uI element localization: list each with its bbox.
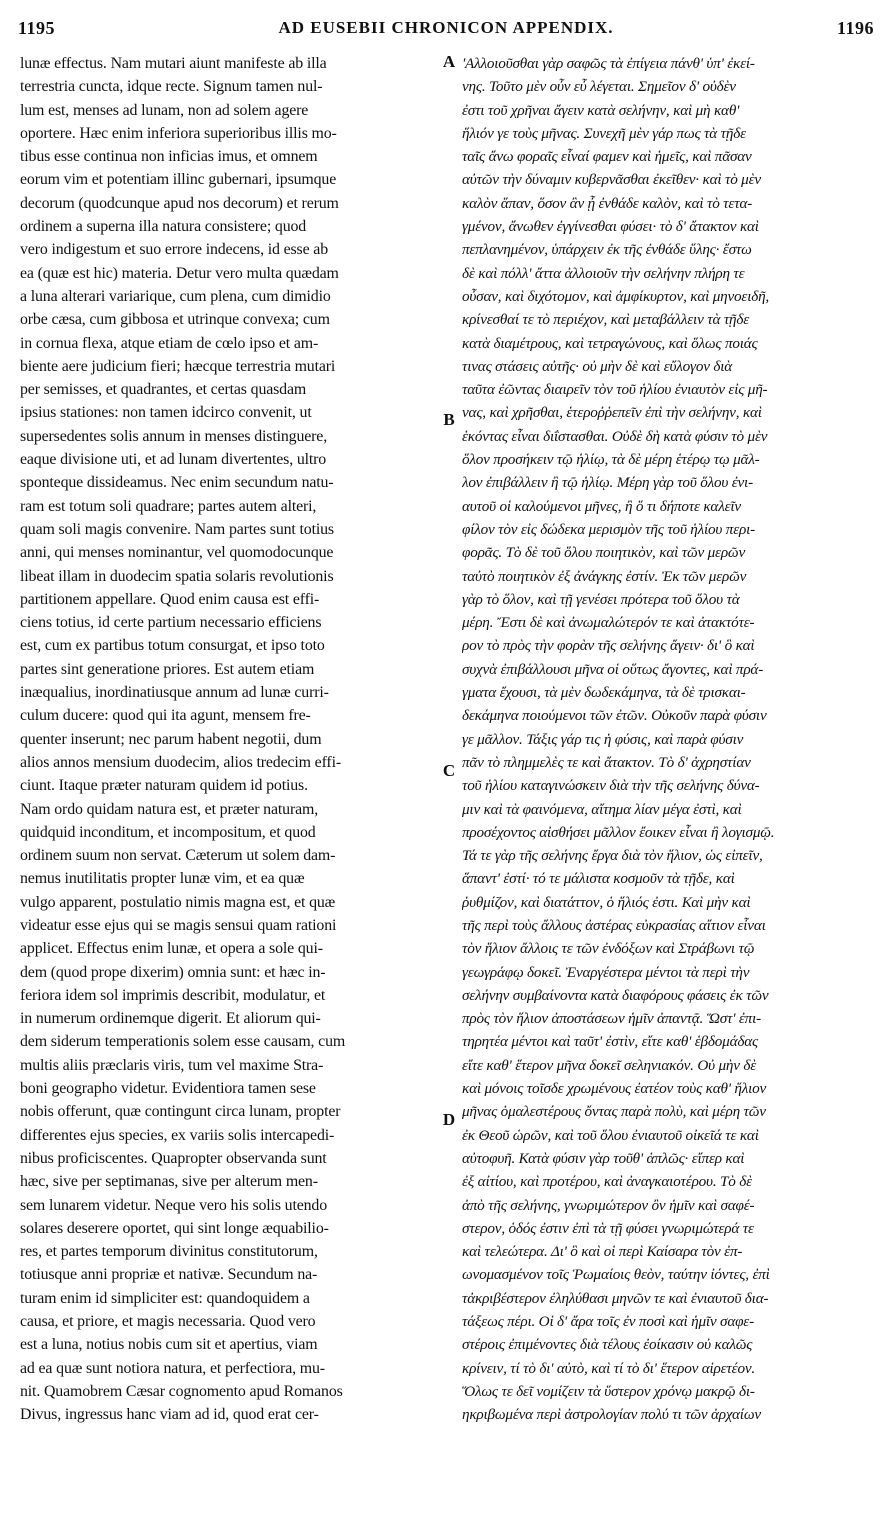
greek-text-line: ταὐτὸ ποιητικὸν ἐξ ἀνάγκης ἐστίν. Ἐκ τῶν μερῶν <box>462 567 747 585</box>
latin-text-line: libeat illam in duodecim spatia solaris revolutionis <box>20 567 334 585</box>
greek-text-line: ἑκόντας εἶναι διΐστασθαι. Οὐδὲ δὴ κατὰ φύσιν τὸ μὲν <box>462 427 768 445</box>
greek-text-line: αὐτοφυῆ. Κατὰ φύσιν γὰρ τοῦθ' ἁπλῶς· εἴπερ καὶ <box>462 1149 745 1167</box>
latin-text-line: ea (quæ est hic) materia. Detur vero multa quædam <box>20 264 339 282</box>
latin-text-line: solares deserere oportet, qui sint longe æquabilio- <box>20 1219 329 1237</box>
latin-text-line: sponteque dissideamus. Nec enim secundum natu- <box>20 474 334 492</box>
page-number-right: 1196 <box>836 18 874 38</box>
greek-text-line: ρον τὸ πρὸς τὴν φορὰν τῆς σελήνης ἄγειν· δι' ὃ καὶ <box>462 637 755 655</box>
latin-text-line: in numerum ordinemque digerit. Et aliorum qui- <box>20 1010 321 1028</box>
latin-text-line: hæc, sive per septimanas, sive per alterum men- <box>20 1173 318 1191</box>
greek-text-line: δὲ καὶ πόλλ' ἄττα ἀλλοιοῦν τὴν σελήνην πλήρη τε <box>462 264 745 282</box>
greek-text-line: στερον, ὁδός ἐστιν ἐπὶ τὰ τῇ φύσει γνωριμώτερά τε <box>462 1219 754 1237</box>
greek-text-line: αὐτῶν τὴν δύναμιν κυβερνᾶσθαι ἐκεῖθεν· καὶ τὸ μὲν <box>462 171 761 189</box>
greek-text-line: κατὰ διαμέτρους, καὶ τετραγώνους, καὶ ὅλως ποιάς <box>462 334 758 352</box>
greek-text-line: ἅπαντ' ἐστί· τό τε μάλιστα κοσμοῦν τὰ τῇδε, καὶ <box>462 870 735 888</box>
latin-text-line: supersedentes solis annum in menses distinguere, <box>20 427 328 445</box>
latin-text-line: biente aere judicium fieri; hæcque terrestria mutari <box>20 357 336 375</box>
latin-text-line: ordinem a superna illa natura consistere; quod <box>20 218 307 236</box>
greek-text-line: γμένον, ἄνωθεν ἐγγίνεσθαι φύσει· τὸ δ' ἄτακτον καὶ <box>462 218 759 236</box>
running-header <box>18 18 874 48</box>
greek-text-line: μέρη. Ἔστι δὲ καὶ ἀνωμαλώτερόν τε καὶ ἀτακτότε- <box>462 614 755 632</box>
greek-text-line: ηκριβωμένα περὶ ἀστρολογίαν πολύ τι τῶν ἀρχαίων <box>462 1406 761 1424</box>
greek-text-line: τἀκριβέστερον ἐληλύθασι μηνῶν τε καὶ ἐνιαυτοῦ δια- <box>462 1289 769 1307</box>
greek-text-line: κρίνεσθαί τε τὸ περιέχον, καὶ μεταβάλλειν τὰ τῇδε <box>462 311 750 329</box>
latin-text-line: multis aliis præclaris viris, tum vel maxime Stra- <box>20 1056 324 1074</box>
greek-text-line: δεκάμηνα ποιούμενοι τῶν ἐτῶν. Οὐκοῦν παρὰ φύσιν <box>462 707 767 725</box>
greek-text-line: ἐξ αἰτίου, καὶ προτέρου, καὶ ἀναγκαιοτέρου. Τὸ δὲ <box>462 1173 752 1191</box>
greek-text-line: στέροις ἐπιμένοντες διὰ τέλους ἐοίκασιν οὐ καλῶς <box>462 1336 753 1354</box>
latin-text-line: ipsius stationes: non tamen idcirco convenit, ut <box>20 404 312 422</box>
latin-text-line: terrestria cuncta, idque recte. Signum tamen nul- <box>20 78 323 96</box>
greek-text-line: μῆνας ὁμαλεστέρους ὄντας παρὰ πολὺ, καὶ μέρη τῶν <box>462 1103 766 1121</box>
latin-text-line: per semisses, et quadrantes, et certas quasdam <box>20 381 307 399</box>
greek-text-line: αυτοῦ οἱ καλούμενοι μῆνες, ἢ ὅ τι δήποτε καλεῖν <box>462 497 741 515</box>
latin-text-line: tibus esse continua non inficias imus, et omnem <box>20 148 318 166</box>
latin-text-line: differentes ejus species, ex variis solis intercapedi- <box>20 1126 335 1144</box>
latin-text-line: eorum vim et potentiam illinc gubernari, ipsumque <box>20 171 337 189</box>
latin-text-line: quam soli magis convenire. Nam partes sunt totius <box>20 520 334 538</box>
latin-text-line: orbe cæsa, cum gibbosa et utrinque convexa; cum <box>20 311 330 329</box>
latin-text-line: nibus proficiscentes. Quapropter observanda sunt <box>20 1149 327 1167</box>
greek-text-line: ἀπὸ τῆς σελήνης, γνωριμώτερον ὂν ἡμῖν καὶ σαφέ- <box>462 1196 755 1214</box>
latin-text-line: res, et partes temporum divinitus constitutorum, <box>20 1243 318 1261</box>
latin-text-line: totiusque anni propriæ et nativæ. Secundum na- <box>20 1266 318 1284</box>
greek-text-line: νας, καὶ χρῆσθαι, ἑτεροῤῥεπεῖν ἐπὶ τὴν σελήνην, καὶ <box>462 404 762 422</box>
margin-letter-c: C <box>442 761 456 780</box>
latin-text-line: applicet. Effectus enim lunæ, et opera a sole qui- <box>20 940 323 958</box>
margin-letter-d: D <box>442 1110 456 1129</box>
latin-text-line: vero indigestum et suo errore indecens, id esse ab <box>20 241 329 259</box>
greek-text-line: τηρητέα μέντοι καὶ ταῦτ' ἐστὶν, εἴτε καθ' ἑβδομάδας <box>462 1033 758 1051</box>
greek-text-line: ἥλιόν γε τοὺς μῆνας. Συνεχῆ μὲν γάρ πως τὰ τῇδε <box>462 124 746 142</box>
latin-text-line: nemus inutilitatis propter lunæ vim, et ea quæ <box>20 870 305 888</box>
latin-text-line: ordinem suum non servat. Cæterum ut solem dam- <box>20 847 336 865</box>
greek-text-line: ῥυθμίζον, καὶ διατάττον, ὁ ἥλιός ἐστι. Καὶ μὴν καὶ <box>462 893 751 911</box>
greek-text-line: τινας στάσεις αὐτῆς· οὐ μὴν δὲ καὶ εὔλογον διὰ <box>462 357 733 375</box>
greek-text-line: πᾶν τὸ πλημμελὲς τε καὶ ἄτακτον. Τὸ δ' ἀχρηστίαν <box>462 753 751 771</box>
latin-text-line: Nam ordo quidam natura est, et præter naturam, <box>20 800 319 818</box>
latin-text-line: decorum (quodcunque apud nos decorum) et rerum <box>20 194 339 212</box>
margin-letter-a: A <box>442 52 456 71</box>
greek-text-line: συχνὰ ἐπιβάλλουσι μῆνα οἱ οὕτως ἄγοντες, καὶ πρά- <box>462 660 764 678</box>
latin-text-line: inæqualius, inordinatiusque annum ad lunæ curri- <box>20 684 329 702</box>
latin-text-line: lunæ effectus. Nam mutari aiunt manifeste ab illa <box>20 55 327 72</box>
latin-text-line: causa, et priore, et magis necessaria. Quod vero <box>20 1313 316 1331</box>
greek-text-line: 'Αλλοιοῦσθαι γὰρ σαφῶς τὰ ἐπίγεια πάνθ' ὑπ' ἐκεί- <box>462 55 755 72</box>
latin-text-line: dem siderum temperationis solem esse causam, cum <box>20 1033 346 1051</box>
latin-text-line: ad ea quæ sunt notiora natura, et perfectiora, mu- <box>20 1359 325 1377</box>
latin-text-line: Divus, ingressus hanc viam ad id, quod erat cer- <box>20 1406 319 1424</box>
greek-text-line: τάξεως πέρι. Οἱ δ' ἄρα τοῖς ἐν ποσὶ καὶ ἡμῖν σαφε- <box>462 1313 754 1331</box>
greek-text-line: πρὸς τὸν ἥλιον ἀποστάσεων ἡμῖν ἀπαντᾷ. Ὥστ' ἐπι- <box>462 1010 761 1028</box>
greek-text-line: γε μᾶλλον. Τάξις γάρ τις ἡ φύσις, καὶ παρὰ φύσιν <box>462 730 744 748</box>
latin-text-line: ciens totius, id certe partium necessario efficiens <box>20 614 322 632</box>
greek-text-line: σελήνην συμβαίνοντα κατὰ διαφόρους φάσεις ἐκ τῶν <box>462 986 769 1004</box>
greek-text-line: προσέχοντος αἰσθήσει μᾶλλον ἔοικεν εἶναι ἢ λογισμῷ. <box>462 823 775 841</box>
latin-text-line: boni geographo videtur. Evidentiora tamen sese <box>20 1080 316 1098</box>
greek-text-line: ἐστι τοῦ χρῆναι ἄγειν κατὰ σελήνην, καὶ μὴ καθ' <box>462 101 740 119</box>
latin-text-line: nit. Quamobrem Cæsar cognomento apud Romanos <box>20 1382 343 1400</box>
greek-text-line: καὶ τελεώτερα. Δι' ὃ καὶ οἱ περὶ Καίσαρα τὸν ἐπ- <box>462 1243 743 1261</box>
latin-text-line: feriora idem sol imprimis describit, modulatur, et <box>20 986 326 1004</box>
greek-text-line: ταῖς ἄνω φοραῖς εἶναί φαμεν καὶ ἡμεῖς, καὶ πᾶσαν <box>462 148 752 166</box>
greek-text-line: Τά τε γὰρ τῆς σελήνης ἔργα διὰ τὸν ἥλιον, ὡς εἰπεῖν, <box>462 847 763 865</box>
greek-text-line: ἐκ Θεοῦ ὡρῶν, καὶ τοῦ ὅλου ἐνιαυτοῦ οἰκεῖά τε καὶ <box>462 1126 759 1144</box>
greek-text-line: καὶ μόνοις τοῖσδε χρωμένους ἐατέον τοὺς καθ' ἥλιον <box>462 1080 767 1098</box>
latin-text-line: vulgo apparent, postulatio nimis magna est, et quæ <box>20 893 336 911</box>
greek-text-line: ταῦτα ἐῶντας διαιρεῖν τὸν τοῦ ἡλίου ἐνιαυτὸν εἰς μῆ- <box>462 381 768 399</box>
greek-text-line: φίλον τὸν εἰς δώδεκα μερισμὸν τῆς τοῦ ἡλίου περι- <box>462 520 755 538</box>
latin-text-line: nobis offerunt, quæ contingunt circa lunam, propter <box>20 1103 341 1121</box>
greek-text-line: οὖσαν, καὶ διχότομον, καὶ ἀμφίκυρτον, καὶ μηνοειδῆ, <box>462 287 770 305</box>
latin-column <box>20 52 432 1427</box>
latin-text-line: partitionem appellare. Quod enim causa est effi- <box>20 590 320 608</box>
latin-text-line: ciunt. Itaque præter naturam quidem id potius. <box>20 777 308 795</box>
greek-text-line: φορᾶς. Τὸ δὲ τοῦ ὅλου ποιητικὸν, καὶ τῶν μερῶν <box>462 544 745 562</box>
latin-text-line: partes sint generatione priores. Est autem etiam <box>20 660 315 678</box>
greek-text-line: λον ἐπιβάλλειν ἢ τῷ ἡλίῳ. Μέρη γὰρ τοῦ ὅλου ἐνι- <box>462 474 753 492</box>
greek-text-line: Ὅλως τε δεῖ νομίζειν τὰ ὕστερον χρόνῳ μακρῷ δι- <box>462 1382 755 1400</box>
latin-text-line: a luna alterari variarique, cum plena, cum dimidio <box>20 287 331 305</box>
latin-text-line: eaque divisione uti, et ad lunam divertentes, ultro <box>20 451 327 469</box>
latin-text-line: est a luna, notius nobis cum sit et apertius, viam <box>20 1336 318 1354</box>
greek-text-line: ωνομασμένον τοῖς Ῥωμαίοις θεὸν, ταύτην ἰόντες, ἐπὶ <box>462 1266 770 1284</box>
latin-text-line: oportere. Hæc enim inferiora superioribus illis mo- <box>20 124 337 142</box>
greek-text-line: γεωγράφῳ δοκεῖ. Ἐναργέστερα μέντοι τὰ περὶ τὴν <box>462 963 750 981</box>
latin-text-line: ram est totum soli quadrare; partes autem alteri, <box>20 497 317 515</box>
greek-text-line: γματα ἔχουσι, τὰ μὲν δωδεκάμηνα, τὰ δὲ τρισκαι- <box>462 684 746 702</box>
greek-text-line: εἴτε καθ' ἕτερον μῆνα δοκεῖ σεληνιακόν. Οὐ μὴν δὲ <box>462 1056 757 1074</box>
greek-column <box>462 52 874 1427</box>
latin-text-line: sem lunarem videtur. Neque vero his solis utendo <box>20 1196 328 1214</box>
latin-text-line: in cornua flexa, atque etiam de cœlo ipso et am- <box>20 334 319 352</box>
latin-text-line: anni, qui menses nominantur, vel quomodocunque <box>20 544 334 562</box>
latin-text-line: culum ducere: quod qui ita agunt, mensem fre- <box>20 707 311 725</box>
greek-text-line: κρίνειν, τί τὸ δι' αὐτὸ, καὶ τί τὸ δι' ἕτερον αἱρετέον. <box>462 1359 755 1377</box>
greek-text-line: τὸν ἥλιον ἄλλοις τε τῶν ἐνδόξων καὶ Στράβωνι τῷ <box>462 940 755 958</box>
greek-text-line: ὅλον προσήκειν τῷ ἡλίῳ, τὰ δὲ μέρη ἑτέρῳ τῳ μᾶλ- <box>462 451 760 469</box>
greek-text-line: καλὸν ἅπαν, ὅσον ἂν ᾖ ἐνθάδε καλὸν, καὶ τὸ τετα- <box>462 194 753 212</box>
greek-text-line: τοῦ ἡλίου καταγινώσκειν διὰ τὴν τῆς σελήνης δύνα- <box>462 777 760 795</box>
page-number-left: 1195 <box>18 18 56 38</box>
margin-letter-b: B <box>443 410 455 429</box>
latin-text-line: turam enim id simpliciter est: quandoquidem a <box>20 1289 310 1307</box>
latin-text-line: quenter inserunt; nec parum habent negotii, dum <box>20 730 322 748</box>
latin-text-line: lum est, menses ad lunam, non ad solem agere <box>20 101 309 119</box>
greek-text-line: πεπλανημένον, ὑπάρχειν ἐκ τῆς ἐνθάδε ὕλης· ἔστω <box>462 241 752 259</box>
latin-text-line: est, cum ex partibus totum consurgat, et ipso toto <box>20 637 325 655</box>
greek-text-line: γὰρ τὸ ὅλον, καὶ τῇ γενέσει πρότερα τοῦ ὅλου τὰ <box>462 590 740 608</box>
greek-text-line: τῆς περὶ τοὺς ἄλλους ἀστέρας εὐκρασίας αἴτιον εἶναι <box>462 916 766 934</box>
latin-text-line: videatur esse ejus qui se magis sensui quam rationi <box>20 916 337 934</box>
greek-text-line: νης. Τοῦτο μὲν οὖν εὖ λέγεται. Σημεῖον δ' οὐδὲν <box>462 78 736 96</box>
latin-text-line: dem (quod prope dixerim) omnia sunt: et hæc in- <box>20 963 326 981</box>
latin-text-line: quidquid inconditum, et incompositum, et quod <box>20 823 316 841</box>
greek-text-line: μιν καὶ τὰ φαινόμενα, αἴτημα λίαν μέγα ἐστὶ, καὶ <box>462 800 742 818</box>
running-title: AD EUSEBII CHRONICON APPENDIX. <box>278 18 614 37</box>
latin-text-line: alios annos mensium duodecim, alios tredecim effi- <box>20 753 341 771</box>
